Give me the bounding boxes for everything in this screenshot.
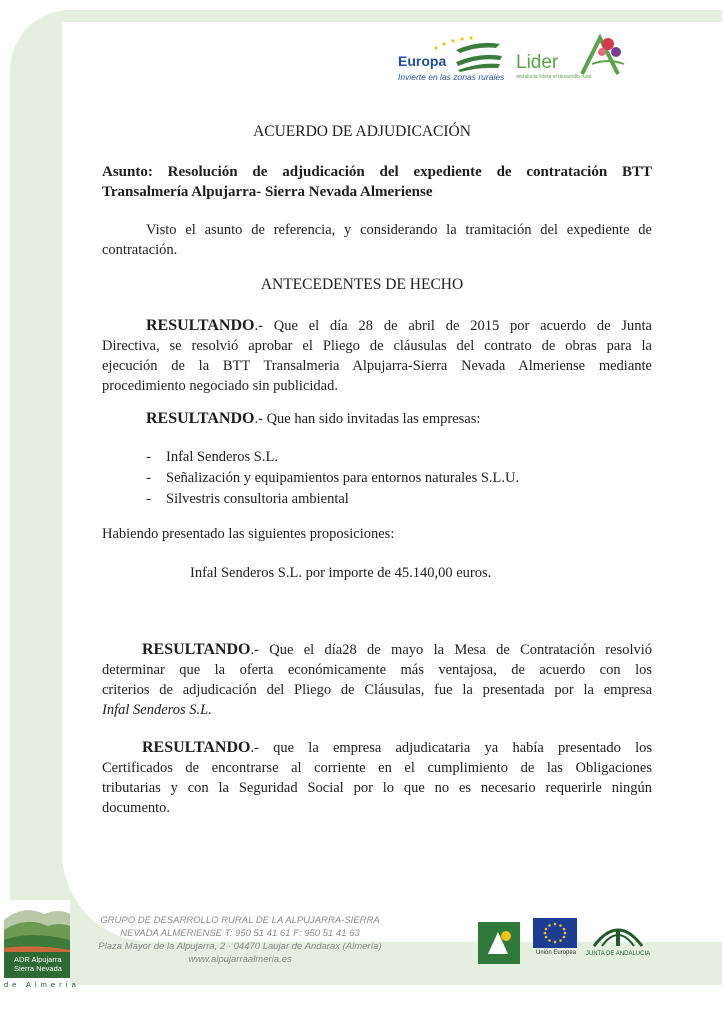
lider-tagline: andalucía lidera el desarrollo rural	[516, 74, 592, 80]
habiendo-text: Habiendo presentado las siguientes proposiciones:	[102, 526, 395, 542]
list-item: - Silvestris consultoria ambiental	[146, 489, 519, 510]
leader-logo-icon	[478, 922, 520, 964]
adr-caption-almeria: de Almería	[4, 980, 80, 989]
resultando-1-line-1	[102, 316, 652, 336]
resultando-1-line-4: procedimiento negociado sin publicidad.	[102, 378, 338, 394]
resultando-4-line-3: tributarias y con la Seguridad Social por lo que no es necesario requerirle ningún	[102, 780, 652, 796]
resultando-4	[102, 738, 652, 818]
document-title: ACUERDO DE ADJUDICACIÓN	[253, 123, 471, 140]
europa-wordmark: Europa	[398, 53, 447, 69]
resultando-1-text-1: .- Que el día 28 de abril de 2015 por acuerdo de Junta	[254, 318, 652, 334]
eu-caption: Unión Europea	[535, 950, 577, 956]
antecedentes-heading: ANTECEDENTES DE HECHO	[260, 276, 464, 293]
junta-caption: JUNTA DE ANDALUCIA	[585, 951, 651, 957]
lider-logo	[516, 34, 628, 86]
resultando-2	[146, 410, 480, 428]
resultando-3-line-2: determinar que la oferta económicamente más ventajosa, de acuerdo con los	[102, 662, 652, 678]
eu-flag-icon	[533, 918, 577, 948]
lider-wordmark: Lider	[516, 52, 559, 73]
resultando-2-label: RESULTANDO	[146, 410, 255, 427]
resultando-4-label: RESULTANDO	[142, 739, 251, 756]
footer-line-2: NEVADA ALMERIENSE T: 950 51 41 61 F: 950 51 41 63	[120, 928, 360, 939]
resultando-4-line-1	[102, 738, 652, 758]
resultando-3-label: RESULTANDO	[142, 641, 251, 658]
adr-mountains-logo	[4, 900, 70, 990]
visto-line-1: Visto el asunto de referencia, y considerando la tramitación del expediente de	[146, 222, 652, 238]
visto-line-2: contratación.	[102, 242, 178, 258]
resultando-1-line-3: ejecución de la BTT Transalmeria Alpujarra-Sierra Nevada Almeriense mediante	[102, 358, 652, 374]
europa-swoosh-icon	[454, 52, 504, 72]
footer-line-1: GRUPO DE DESARROLLO RURAL DE LA ALPUJARRA-SIERRA	[100, 915, 380, 926]
resultando-1-label: RESULTANDO	[146, 317, 255, 334]
list-item: - Infal Senderos S.L.	[146, 447, 519, 468]
footer-line-3: Plaza Mayor de la Alpujarra, 2 · 04470 Laujar de Andarax (Almería)	[98, 941, 382, 952]
asunto-line-2: Transalmería Alpujarra- Sierra Nevada Almeriense	[102, 184, 433, 200]
resultando-3	[102, 640, 652, 720]
europa-logo	[398, 34, 508, 86]
visto-block	[102, 220, 652, 260]
resultando-4-text-1: .- que la empresa adjudicataria ya había presentado los	[250, 740, 652, 756]
empresas-list	[146, 447, 519, 510]
resultando-4-line-2: Certificados de encontrarse al corriente en el cumplimiento de las Obligaciones	[102, 760, 652, 776]
footer-website[interactable]: www.alpujarraalmeria.es	[188, 954, 292, 965]
lider-flower-icon	[578, 34, 628, 78]
resultando-3-line-4: Infal Senderos S.L.	[102, 702, 212, 718]
resultando-3-line-3: criterios de adjudicación del Pliego de Cláusulas, fue la presentada por la empresa	[102, 682, 652, 698]
asunto-block	[102, 162, 652, 202]
asunto-line-1: Asunto: Resolución de adjudicación del expediente de contratación BTT	[102, 164, 652, 180]
resultando-2-text: .- Que han sido invitadas las empresas:	[254, 411, 481, 427]
page-bottom-margin	[10, 985, 724, 1024]
adr-caption: ADR Alpujarra Sierra Nevada	[14, 955, 62, 973]
footer-contact	[90, 914, 390, 966]
list-item: - Señalización y equipamientos para entornos naturales S.L.U.	[146, 468, 519, 489]
resultando-1-line-2: Directiva, se resolvió aprobar el Pliego de cláusulas del contrato de obras para la	[102, 338, 652, 354]
proposicion-text: Infal Senderos S.L. por importe de 45.140,00 euros.	[190, 565, 492, 581]
europa-tagline: Invierte en las zonas rurales	[398, 72, 505, 82]
resultando-1	[102, 316, 652, 396]
resultando-3-text-1: .- Que el día28 de mayo la Mesa de Contratación resolvió	[250, 642, 652, 658]
resultando-3-line-1	[102, 640, 652, 660]
junta-andalucia-icon	[590, 918, 646, 950]
resultando-4-line-4: documento.	[102, 800, 171, 816]
